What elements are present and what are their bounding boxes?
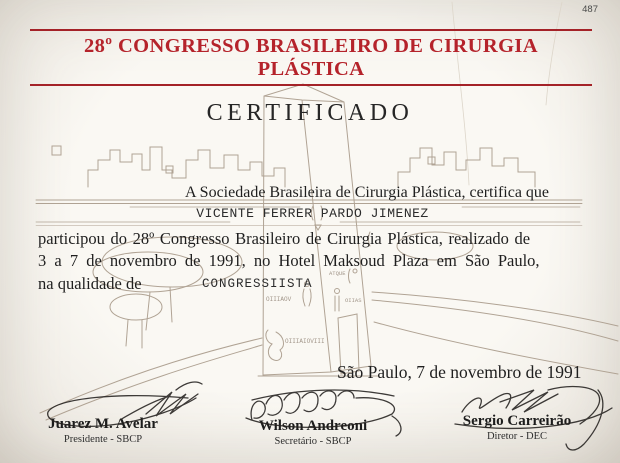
obelisk-inscription: ATQUE xyxy=(329,270,346,277)
road-curve xyxy=(40,338,262,413)
body-line-1: participou do 28º Congresso Brasileiro de Cirurgia Plástica, realizado de xyxy=(38,229,531,248)
intro-line: A Sociedade Brasileira de Cirurgia Plástica, certifica que xyxy=(185,184,550,201)
obelisk-inscription: OIIAS xyxy=(345,297,362,304)
signer-name: Sergio Carreirão xyxy=(462,413,572,429)
signer-title: Secretário - SBCP xyxy=(274,436,352,447)
signer-title: Diretor - DEC xyxy=(486,431,548,442)
tree-canopy xyxy=(110,294,162,320)
signer-title: Presidente - SBCP xyxy=(63,434,143,445)
signer-name: Wilson Andreoni xyxy=(258,418,368,434)
congress-header: 28º CONGRESSO BRASILEIRO DE CIRURGIA PLÁSTICA xyxy=(30,29,592,86)
obelisk-inscription: OIIIAIOVIII xyxy=(285,338,325,345)
road-curve xyxy=(372,292,618,326)
recipient-name: VICENTE FERRER PARDO JIMENEZ xyxy=(196,206,429,221)
certificate-title: CERTIFICADO xyxy=(206,100,414,126)
skyline-left xyxy=(88,147,285,187)
obelisk-inscription: OIIIAOV xyxy=(266,296,292,303)
body-line-3: na qualidade de xyxy=(38,274,142,293)
skyline-right xyxy=(398,148,535,187)
date-line: São Paulo, 7 de novembro de 1991 xyxy=(337,362,582,382)
signature-block-director xyxy=(432,413,602,442)
body-line-2: 3 a 7 de novembro de 1991, no Hotel Maksoud Plaza em São Paulo, xyxy=(38,251,540,270)
road-curve xyxy=(46,345,262,420)
participant-role: CONGRESSIISTA xyxy=(202,277,313,291)
road-curve xyxy=(372,300,618,341)
signer-name: Juarez M. Avelar xyxy=(48,416,158,432)
signature-block-secretary xyxy=(228,418,398,447)
signature-block-president xyxy=(18,416,188,445)
page-number: 487 xyxy=(582,4,598,15)
